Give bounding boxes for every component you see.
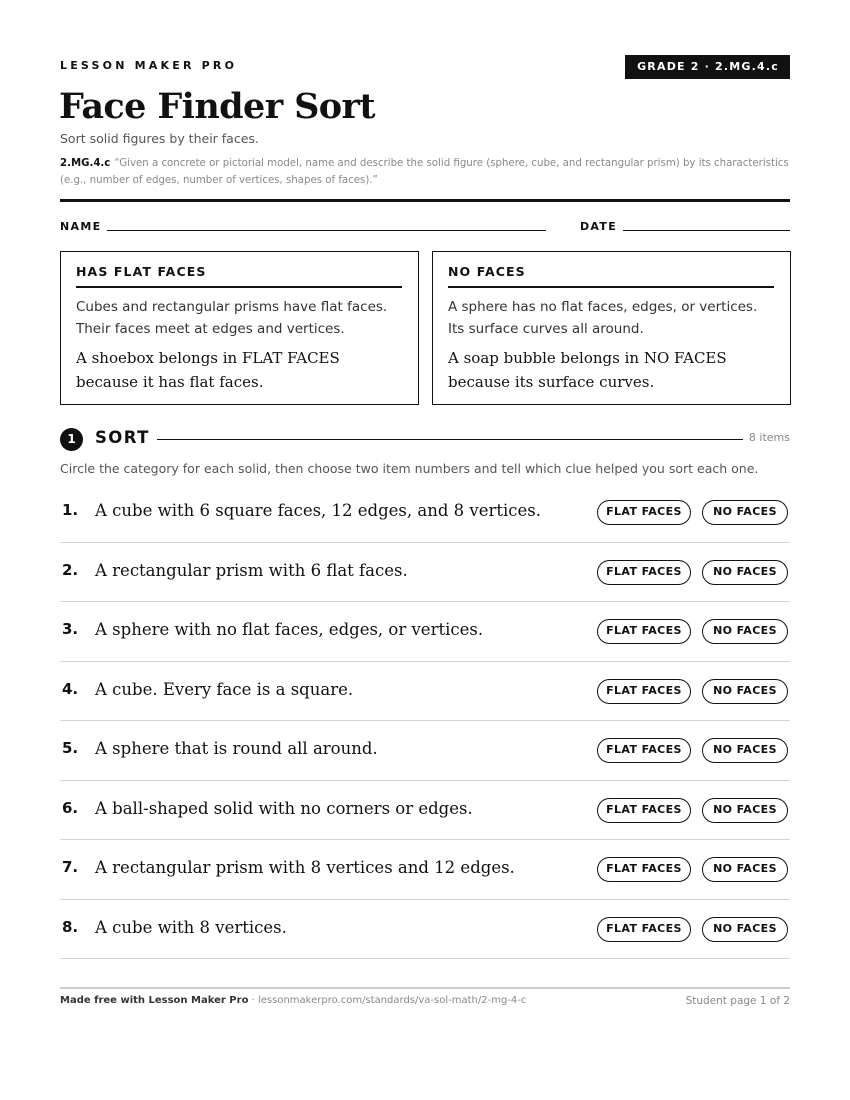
item-number: 4. <box>62 679 79 698</box>
sort-item <box>60 721 790 781</box>
item-number: 7. <box>62 858 79 876</box>
category-example: A shoebox belongs in FLAT FACES because it has flat faces. <box>76 349 340 391</box>
category-card-flat-faces <box>60 251 419 405</box>
item-number: 6. <box>62 798 79 817</box>
sort-item <box>60 900 790 960</box>
item-text: A cube. Every face is a square. <box>95 679 354 699</box>
name-field[interactable] <box>107 230 546 231</box>
no-faces-choice[interactable]: NO FACES <box>702 917 788 942</box>
footer-made-with: Made free with Lesson Maker Pro <box>60 995 249 1006</box>
item-number: 3. <box>62 620 79 638</box>
item-text: A cube with 8 vertices. <box>95 917 287 937</box>
date-field[interactable] <box>623 230 790 231</box>
sort-item <box>60 483 790 543</box>
item-count: 8 items <box>748 431 790 444</box>
flat-faces-choice[interactable]: FLAT FACES <box>597 798 691 823</box>
sort-item <box>60 781 790 841</box>
page-title: Face Finder Sort <box>59 86 375 127</box>
item-text: A sphere that is round all around. <box>95 739 378 758</box>
section-divider <box>157 439 743 440</box>
no-faces-choice[interactable]: NO FACES <box>702 619 788 644</box>
standard-code: 2.MG.4.c <box>60 158 111 169</box>
sort-item <box>60 602 790 662</box>
no-faces-choice[interactable]: NO FACES <box>702 798 788 823</box>
sort-item <box>60 662 790 722</box>
category-example: A soap bubble belongs in NO FACES because its surface curves. <box>448 349 727 391</box>
page-subtitle: Sort solid figures by their faces. <box>60 131 259 146</box>
grade-badge: GRADE 2 · 2.MG.4.c <box>625 55 790 79</box>
name-label: NAME <box>60 220 102 233</box>
flat-faces-choice[interactable]: FLAT FACES <box>597 500 691 525</box>
item-text: A sphere with no flat faces, edges, or vertices. <box>95 620 484 639</box>
flat-faces-choice[interactable]: FLAT FACES <box>597 857 691 882</box>
no-faces-choice[interactable]: NO FACES <box>702 560 788 585</box>
category-title: HAS FLAT FACES <box>76 264 402 288</box>
flat-faces-choice[interactable]: FLAT FACES <box>597 679 691 704</box>
flat-faces-choice[interactable]: FLAT FACES <box>597 619 691 644</box>
date-label: DATE <box>580 220 618 233</box>
category-description: A sphere has no flat faces, edges, or vertices. Its surface curves all around. <box>448 299 758 337</box>
page-header <box>60 58 790 82</box>
category-description: Cubes and rectangular prisms have flat faces. Their faces meet at edges and vertices. <box>76 299 388 337</box>
flat-faces-choice[interactable]: FLAT FACES <box>597 917 691 942</box>
item-number: 1. <box>62 501 79 519</box>
sort-instructions: Circle the category for each solid, then choose two item numbers and tell which clue helped you sort each one. <box>60 461 759 476</box>
no-faces-choice[interactable]: NO FACES <box>702 857 788 882</box>
section-number-badge: 1 <box>60 428 83 451</box>
no-faces-choice[interactable]: NO FACES <box>702 738 788 763</box>
item-text: A rectangular prism with 6 flat faces. <box>95 560 408 580</box>
section-title: SORT <box>95 428 150 447</box>
footer-credit <box>60 995 526 1006</box>
sort-item-list <box>60 483 790 959</box>
footer-divider <box>60 987 790 989</box>
standard-description <box>60 155 790 189</box>
category-card-no-faces <box>432 251 791 405</box>
item-number: 2. <box>62 560 79 579</box>
brand-name: LESSON MAKER PRO <box>60 59 238 72</box>
standard-text: “Given a concrete or pictorial model, name and describe the solid figure (sphere, cube, and rectangular prism) by its characteristics (e.g., number of edges, number of vertices, shapes of faces).” <box>60 158 789 186</box>
item-text: A rectangular prism with 8 vertices and 12 edges. <box>95 858 515 877</box>
no-faces-choice[interactable]: NO FACES <box>702 679 788 704</box>
header-divider <box>60 199 790 202</box>
item-number: 5. <box>62 739 79 757</box>
section-header <box>60 426 790 450</box>
footer-url[interactable]: · lessonmakerpro.com/standards/va-sol-math/2-mg-4-c <box>248 995 527 1006</box>
item-text: A ball-shaped solid with no corners or edges. <box>95 798 473 818</box>
flat-faces-choice[interactable]: FLAT FACES <box>597 560 691 585</box>
flat-faces-choice[interactable]: FLAT FACES <box>597 738 691 763</box>
sort-item <box>60 543 790 603</box>
category-title: NO FACES <box>448 264 774 288</box>
sort-item <box>60 840 790 900</box>
page-indicator: Student page 1 of 2 <box>685 995 790 1007</box>
no-faces-choice[interactable]: NO FACES <box>702 500 788 525</box>
item-number: 8. <box>62 917 79 936</box>
item-text: A cube with 6 square faces, 12 edges, and 8 vertices. <box>95 501 542 520</box>
